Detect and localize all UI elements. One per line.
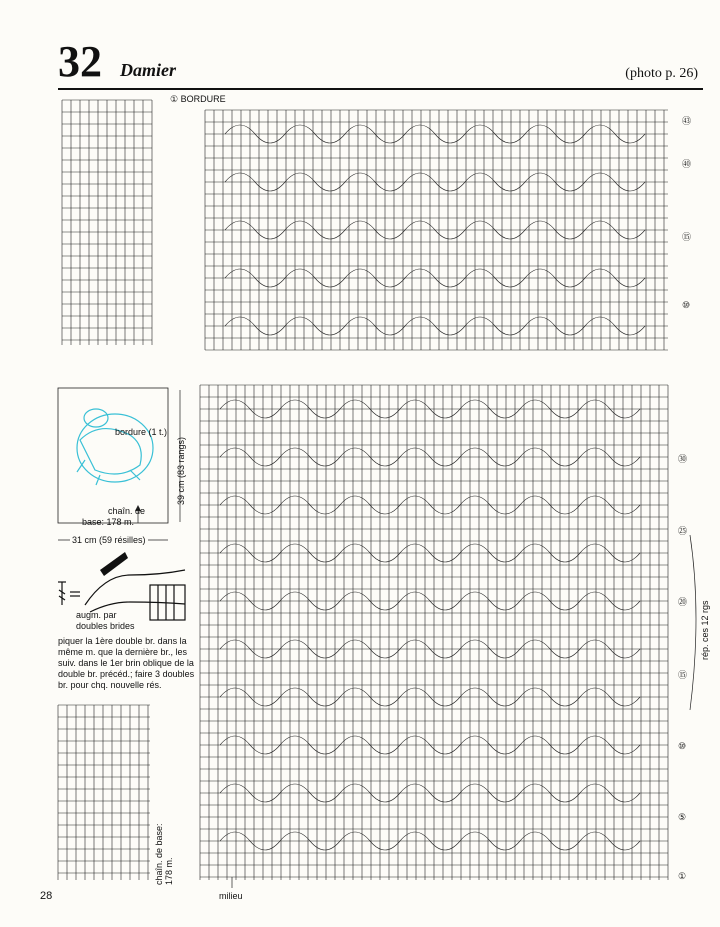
photo-reference: (photo p. 26) <box>625 66 698 81</box>
row-marker: ㉚ <box>678 454 688 464</box>
center-label: milieu <box>219 891 243 901</box>
stitch-legend-line1: augm. par <box>76 610 117 620</box>
row-marker: ㊵ <box>682 159 692 169</box>
row-marker: ⑩ <box>678 741 687 751</box>
repeat-label: rép. ces 12 rgs <box>700 600 710 660</box>
turtle-illustration-icon <box>77 409 153 485</box>
row-marker: ㉕ <box>678 526 688 536</box>
schematic-border-label: bordure (1 t.) <box>115 427 168 437</box>
row-marker: ⑮ <box>682 232 692 242</box>
lower-chart-label: chaîn. de base: 178 m. <box>154 823 174 885</box>
schematic-height-label: 39 cm (83 rangs) <box>176 436 186 505</box>
page-number: 28 <box>40 890 53 902</box>
left-lower-chart <box>58 705 150 880</box>
stitch-legend-line2: doubles brides <box>76 621 135 631</box>
main-chart-lower <box>200 385 668 880</box>
repeat-bracket <box>690 535 696 710</box>
row-marker: ⑮ <box>678 670 688 680</box>
row-marker: ① <box>678 871 687 881</box>
schematic-frame <box>58 388 168 523</box>
row-marker: ㊸ <box>682 116 692 126</box>
crochet-hook-icon <box>100 552 128 576</box>
row-marker: ⑩ <box>682 300 691 310</box>
main-chart-upper <box>205 110 668 350</box>
row-marker: ⑤ <box>678 812 687 822</box>
border-label: ① BORDURE <box>170 94 226 104</box>
schematic-width-label: 31 cm (59 résilles) <box>72 535 146 545</box>
row-marker: ⑳ <box>678 597 688 607</box>
left-border-chart <box>62 100 152 345</box>
pattern-number: 32 <box>58 37 102 86</box>
schematic-base-label-1: chaîn. de <box>108 506 146 516</box>
pattern-title: Damier <box>120 60 176 80</box>
schematic-base-label-2: base: 178 m. <box>82 517 135 527</box>
instructions-text: piquer la 1ère double br. dans la même m. que la dernière br., les suiv. dans le 1er brin oblique de la double br. précéd.; faire 3 doubles br. pour chq. nouvelle rés. <box>58 636 195 690</box>
